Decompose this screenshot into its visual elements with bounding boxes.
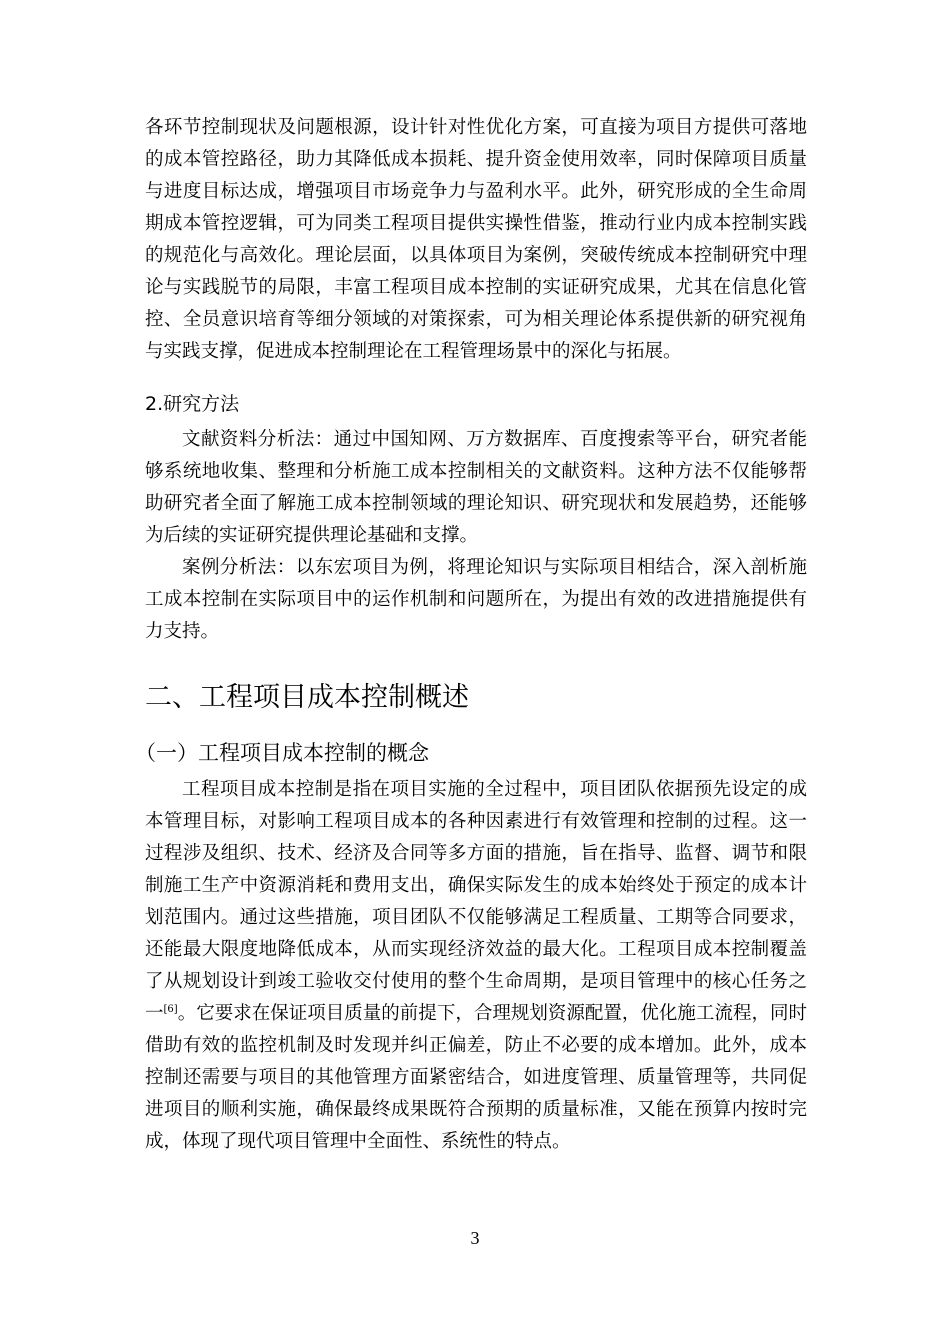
- section-title: （一）工程项目成本控制的概念: [135, 741, 429, 765]
- concept-text-part2: 。它要求在保证项目质量的前提下，合理规划资源配置，优化施工流程，同时借助有效的监控机制及时发现并纠正偏差，防止不必要的成本增加。此外，成本控制还需要与项目的其他管理方面紧密结合，如进度管理、质量管理等，共同促进项目的顺利实施，确保最终成果既符合预期的质量标准，又能在预算内按时完成，体现了现代项目管理中全面性、系统性的特点。: [145, 1003, 807, 1152]
- paragraph-research-significance: 各环节控制现状及问题根源，设计针对性优化方案，可直接为项目方提供可落地的成本管控路径，助力其降低成本损耗、提升资金使用效率，同时保障项目质量与进度目标达成，增强项目市场竞争力与盈利水平。此外，研究形成的全生命周期成本管控逻辑，可为同类工程项目提供实操性借鉴，推动行业内成本控制实践的规范化与高效化。理论层面，以具体项目为案例，突破传统成本控制研究中理论与实践脱节的局限，丰富工程项目成本控制的实证研究成果，尤其在信息化管控、全员意识培育等细分领域的对策探索，可为相关理论体系提供新的研究视角与实践支撑，促进成本控制理论在工程管理场景中的深化与拓展。: [145, 117, 807, 362]
- heading-research-methods: 2.研究方法: [145, 393, 240, 415]
- chapter-title: 二、工程项目成本控制概述: [145, 682, 469, 713]
- citation-reference: [6]: [163, 1003, 178, 1015]
- document-body: [135, 112, 807, 1158]
- paragraph-cost-control-concept: [145, 774, 807, 1158]
- paragraph-literature-analysis: 文献资料分析法：通过中国知网、万方数据库、百度搜索等平台，研究者能够系统地收集、整理和分析施工成本控制相关的文献资料。这种方法不仅能够帮助研究者全面了解施工成本控制领域的理论知识、研究现状和发展趋势，还能够为后续的实证研究提供理论基础和支撑。: [145, 429, 807, 546]
- page-number: 3: [470, 1228, 480, 1248]
- concept-text-part1: 工程项目成本控制是指在项目实施的全过程中，项目团队依据预先设定的成本管理目标，对影响工程项目成本的各种因素进行有效管理和控制的过程。这一过程涉及组织、技术、经济及合同等多方面的措施，旨在指导、监督、调节和限制施工生产中资源消耗和费用支出，确保实际发生的成本始终处于预定的成本计划范围内。通过这些措施，项目团队不仅能够满足工程质量、工期等合同要求，还能最大限度地降低成本，从而实现经济效益的最大化。工程项目成本控制覆盖了从规划设计到竣工验收交付使用的整个生命周期，是项目管理中的核心任务之一: [145, 779, 807, 1024]
- paragraph-case-analysis: 案例分析法：以东宏项目为例，将理论知识与实际项目相结合，深入剖析施工成本控制在实际项目中的运作机制和问题所在，为提出有效的改进措施提供有力支持。: [145, 557, 807, 642]
